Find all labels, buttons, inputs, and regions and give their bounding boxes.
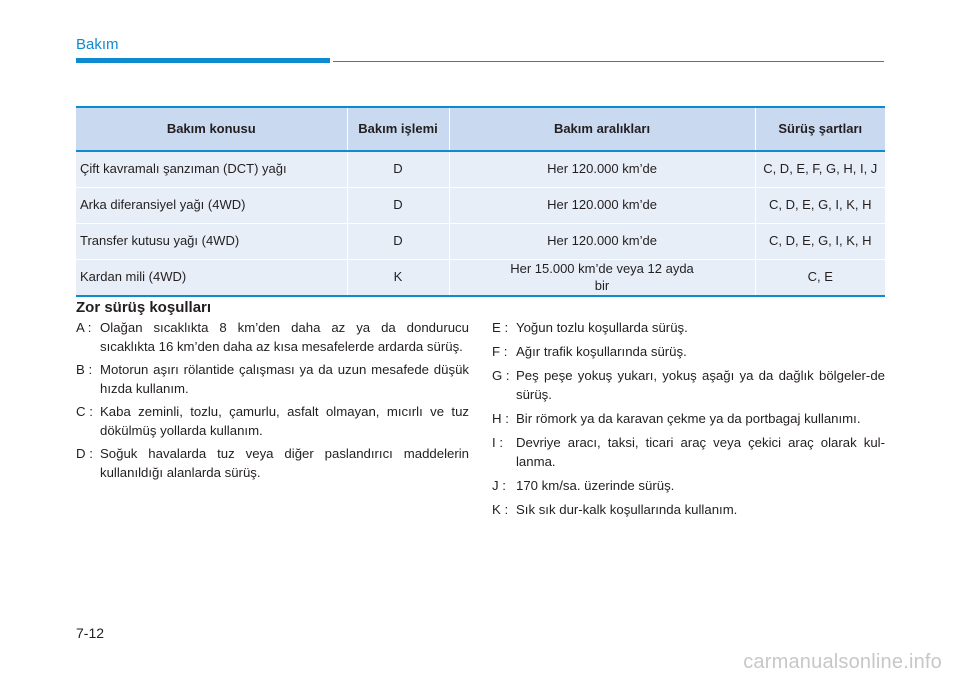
condition-text: 170 km/sa. üzerinde sürüş. (516, 478, 675, 493)
table-cell: K (347, 260, 449, 297)
table-cell: Her 120.000 km’de (449, 224, 755, 260)
table-row (76, 260, 885, 297)
list-item (76, 444, 469, 482)
section-header-title: Bakım (76, 36, 119, 53)
condition-text: Ağır trafik koşullarında sürüş. (516, 344, 687, 359)
list-item (492, 318, 885, 337)
table-cell: C, D, E, F, G, H, I, J (755, 151, 885, 188)
table-cell: D (347, 151, 449, 188)
condition-text: Devriye aracı, taksi, ticari araç veya çekici araç olarak kul-lanma. (516, 435, 885, 469)
list-item (492, 409, 885, 428)
table-cell: Her 120.000 km’de (449, 151, 755, 188)
condition-code: B : (76, 362, 93, 377)
page-number: 7-12 (76, 625, 105, 641)
list-item (492, 433, 885, 471)
conditions-list-right (492, 318, 885, 524)
condition-text: Peş peşe yokuş yukarı, yokuş aşağı ya da dağlık bölgeler-de sürüş. (516, 368, 885, 402)
table-cell: C, D, E, G, I, K, H (755, 224, 885, 260)
condition-code: D : (76, 446, 93, 461)
column-header: Bakım konusu (76, 107, 347, 151)
condition-code: I : (492, 435, 503, 450)
condition-code: K : (492, 502, 509, 517)
condition-text: Kaba zeminli, tozlu, çamurlu, asfalt olmayan, mıcırlı ve tuz dökülmüş yollarda kullanım. (100, 404, 469, 438)
table-header-row (76, 107, 885, 151)
watermark: carmanualsonline.info (743, 651, 942, 673)
section-title: Zor sürüş koşulları (76, 299, 212, 316)
list-item (76, 318, 469, 356)
condition-text: Olağan sıcaklıkta 8 km’den daha az ya da dondurucu sıcaklıkta 16 km’den daha az kısa mesafelerde ardarda sürüş. (100, 320, 469, 354)
list-item (492, 366, 885, 404)
condition-code: F : (492, 344, 508, 359)
column-header: Bakım aralıkları (449, 107, 755, 151)
table-cell: Arka diferansiyel yağı (4WD) (76, 188, 347, 224)
table-cell: Her 120.000 km’de (449, 188, 755, 224)
condition-text: Soğuk havalarda tuz veya diğer paslandırıcı maddelerin kullanıldığı alanlarda sürüş. (100, 446, 469, 480)
condition-text: Yoğun tozlu koşullarda sürüş. (516, 320, 688, 335)
list-item (76, 402, 469, 440)
table-cell: Her 15.000 km’de veya 12 ayda bir (449, 260, 755, 297)
list-item (76, 360, 469, 398)
column-header: Sürüş şartları (755, 107, 885, 151)
condition-code: G : (492, 368, 510, 383)
conditions-list-left (76, 318, 469, 486)
column-header: Bakım işlemi (347, 107, 449, 151)
table-cell: Çift kavramalı şanzıman (DCT) yağı (76, 151, 347, 188)
table-row (76, 188, 885, 224)
list-item (492, 476, 885, 495)
condition-code: A : (76, 320, 92, 335)
condition-code: H : (492, 411, 509, 426)
table-cell: C, D, E, G, I, K, H (755, 188, 885, 224)
table-cell: Kardan mili (4WD) (76, 260, 347, 297)
condition-code: E : (492, 320, 509, 335)
condition-text: Motorun aşırı rölantide çalışması ya da uzun mesafede düşük hızda kullanım. (100, 362, 469, 396)
table-cell: D (347, 188, 449, 224)
header-rule-thin (333, 61, 884, 62)
list-item (492, 342, 885, 361)
list-item (492, 500, 885, 519)
table-cell: D (347, 224, 449, 260)
table-cell: Transfer kutusu yağı (4WD) (76, 224, 347, 260)
maintenance-table (76, 106, 885, 297)
condition-text: Bir römork ya da karavan çekme ya da portbagaj kullanımı. (516, 411, 861, 426)
header-rule-thick (76, 58, 330, 63)
table-row (76, 224, 885, 260)
condition-code: J : (492, 478, 506, 493)
condition-code: C : (76, 404, 93, 419)
table-row (76, 151, 885, 188)
condition-text: Sık sık dur-kalk koşullarında kullanım. (516, 502, 738, 517)
table-cell: C, E (755, 260, 885, 297)
